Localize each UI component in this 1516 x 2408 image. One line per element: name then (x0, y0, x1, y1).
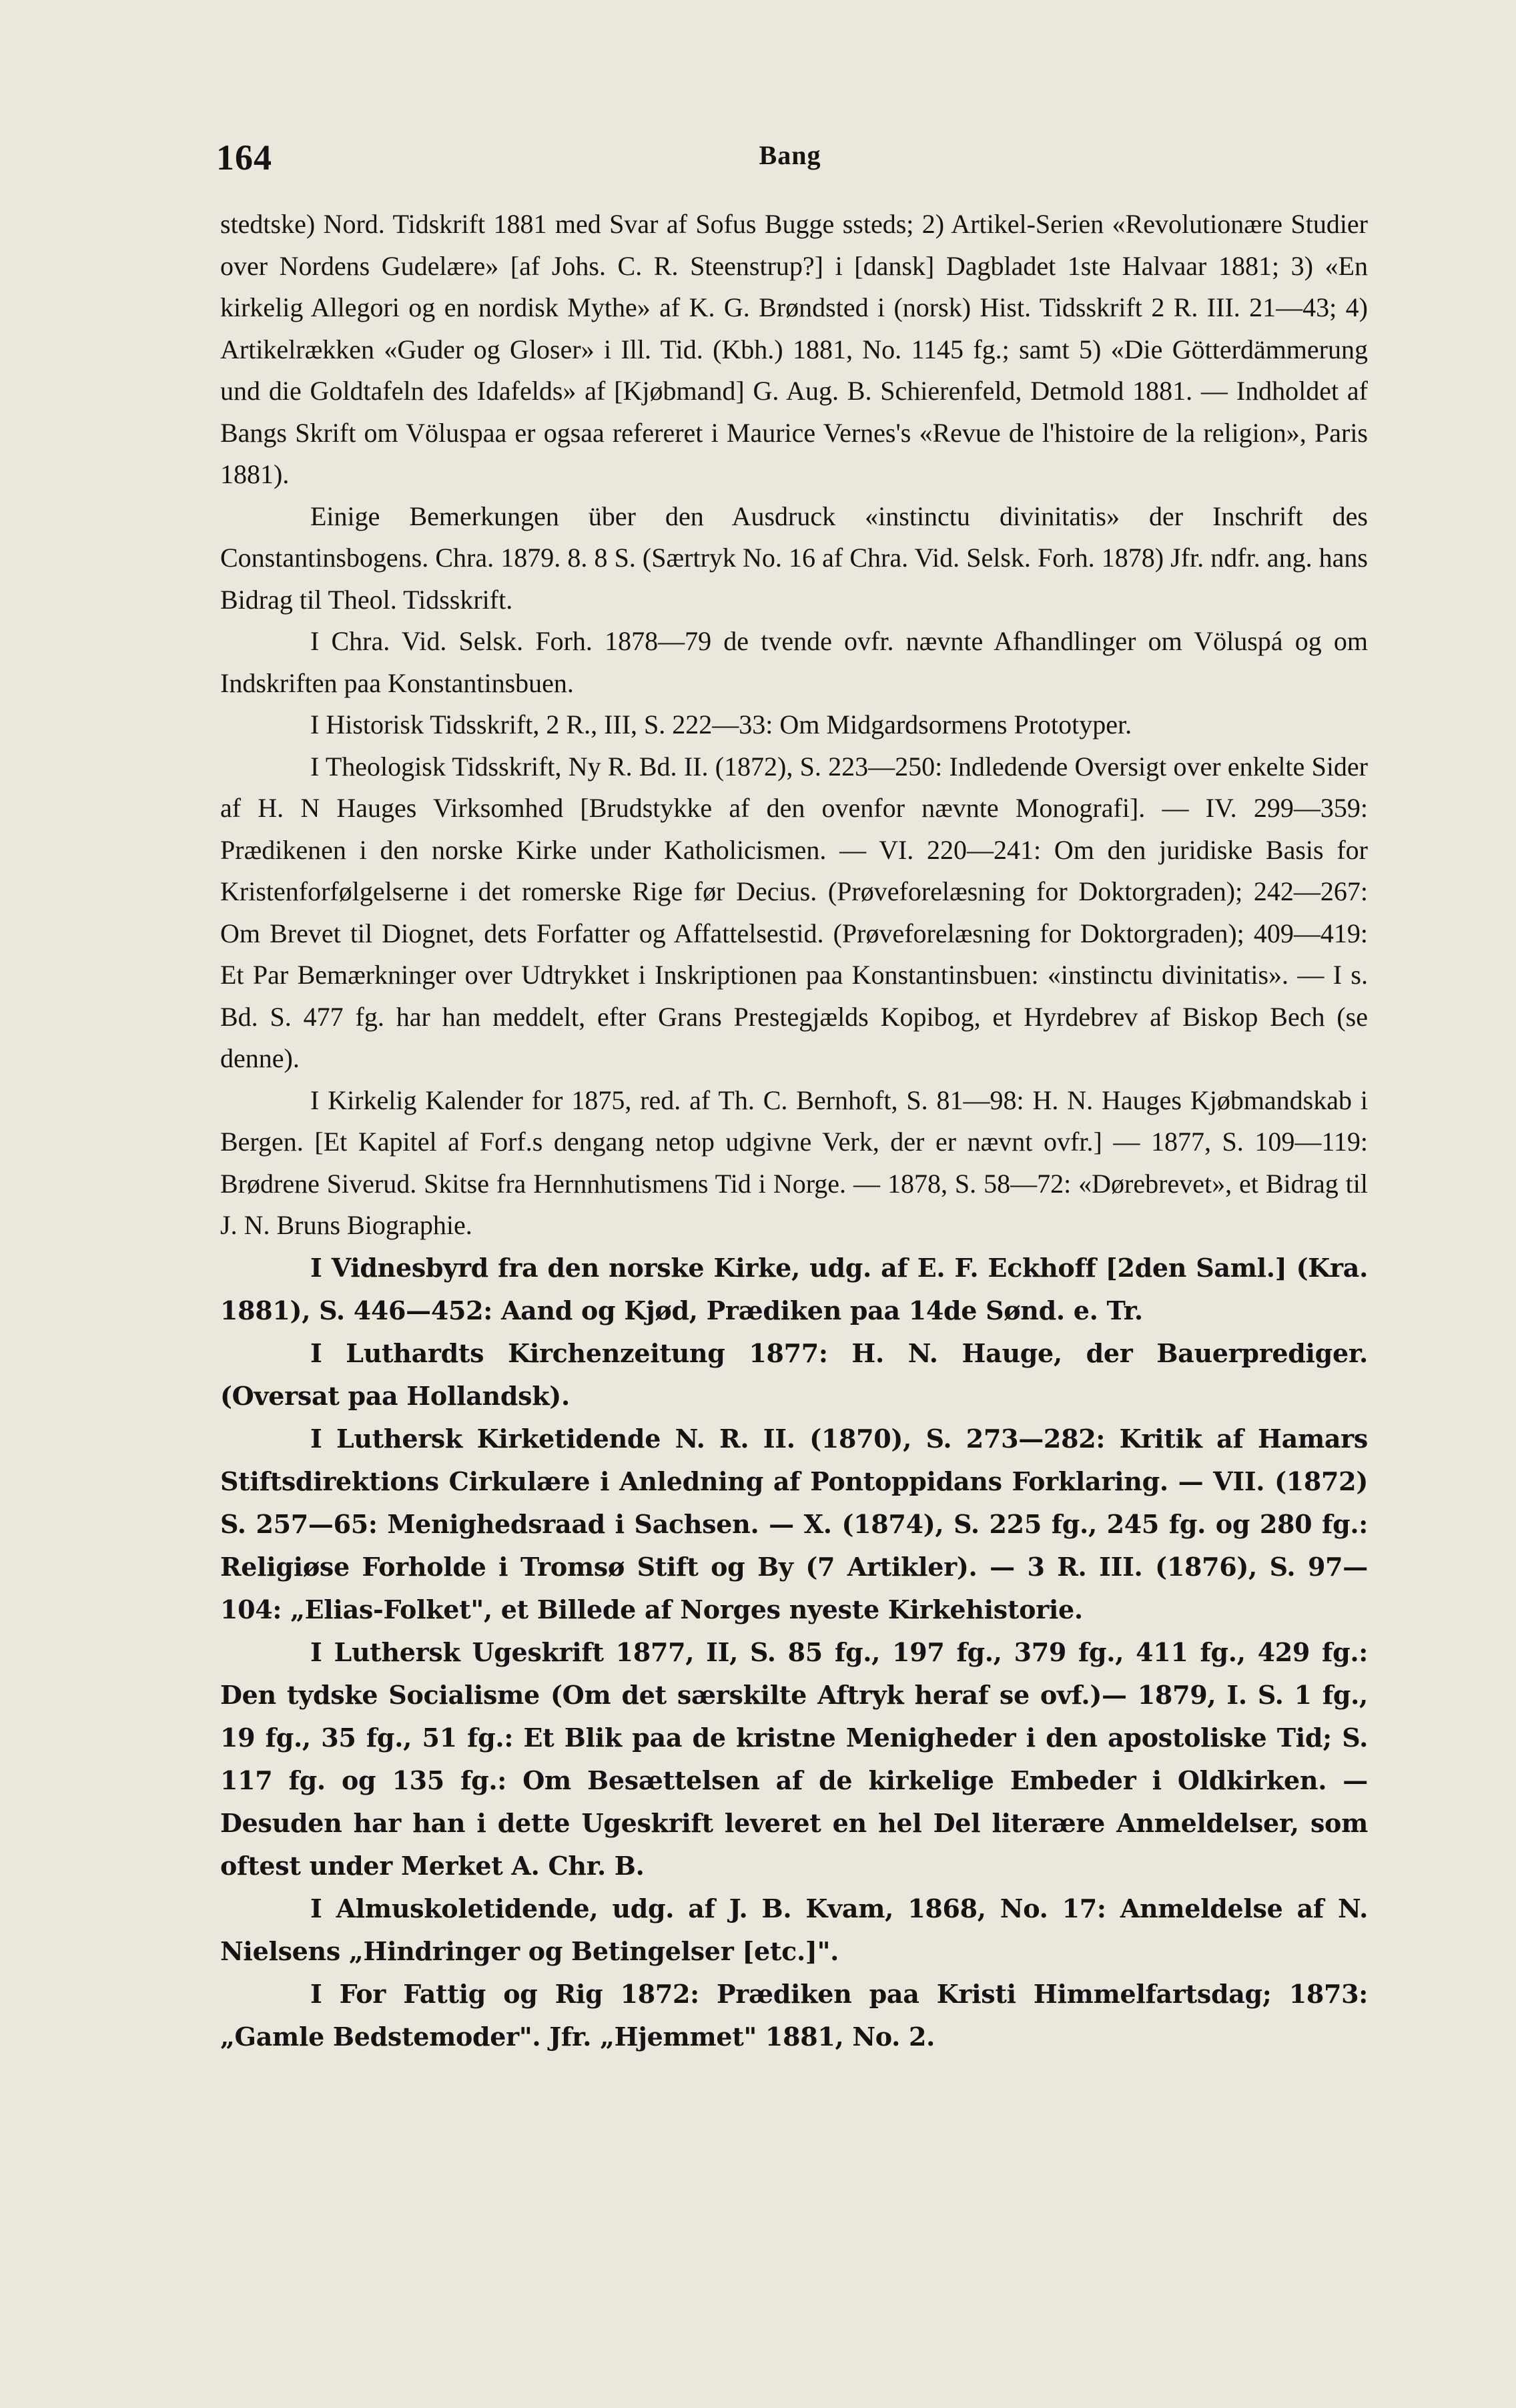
paragraph-almuskoletidende: I Almuskoletidende, udg. af J. B. Kvam, 1868, No. 17: Anmeldelse af N. Nielsens „Hindringer og Betingelser [etc.]". (220, 1893, 1368, 1966)
paragraph-kirkelig-kalender: I Kirkelig Kalender for 1875, red. af Th. C. Bernhoft, S. 81—98: H. N. Hauges Kjøbmandskab i Bergen. [Et Kapitel af Forf.s dengang netop udgivne Verk, der er nævnt ovfr.] — 1877, S. 109—119: Brødrene Siverud. Skitse fra Hernnhutismens Tid i Norge. — 1878, S. 58—72: «Dørebrevet», et Bidrag til J. N. Bruns Biographie. (220, 1085, 1368, 1240)
paragraph-continuation: stedtske) Nord. Tidskrift 1881 med Svar af Sofus Bugge ssteds; 2) Artikel-Serien «Revolutionære Studier over Nordens Gudelære» [af Johs. C. R. Steenstrup?] i [dansk] Dagbladet 1ste Halvaar 1881; 3) «En kirkelig Allegori og en nordisk Mythe» af K. G. Brøndsted i (norsk) Hist. Tidsskrift 2 R. III. 21—43; 4) Artikelrækken «Guder og Gloser» i Ill. Tid. (Kbh.) 1881, No. 1145 fg.; samt 5) «Die Götterdämmerung und die Goldtafeln des Idafelds» af [Kjøbmand] G. Aug. B. Schierenfeld, Detmold 1881. — Indholdet af Bangs Skrift om Völuspaa er ogsaa refereret i Maurice Vernes's «Revue de l'histoire de la religion», Paris 1881). (220, 209, 1368, 489)
page-body (220, 204, 1368, 2058)
paragraph-historisk-tidsskrift: I Historisk Tidsskrift, 2 R., III, S. 222—33: Om Midgardsormens Prototyper. (310, 709, 1132, 739)
paragraph-chra-vid-selsk: I Chra. Vid. Selsk. Forh. 1878—79 de tvende ovfr. nævnte Afhandlinger om Völuspá og om Indskriften paa Konstantinsbuen. (220, 626, 1368, 698)
paragraph-theologisk-tidsskrift: I Theologisk Tidsskrift, Ny R. Bd. II. (1872), S. 223—250: Indledende Oversigt over enkelte Sider af H. N Hauges Virksomhed [Brudstykke af den ovenfor nævnte Monografi]. — IV. 299—359: Prædikenen i den norske Kirke under Katholicismen. — VI. 220—241: Om den juridiske Basis for Kristenforfølgelserne i det romerske Rige før Decius. (Prøveforelæsning for Doktorgraden); 242—267: Om Brevet til Diognet, dets Forfatter og Affattelsestid. (Prøveforelæsning for Doktorgraden); 409—419: Et Par Bemærkninger over Udtrykket i Inskriptionen paa Konstantinsbuen: «instinctu divinitatis». — I s. Bd. S. 477 fg. har han meddelt, efter Grans Prestegjælds Kopibog, et Hyrdebrev af Biskop Bech (se denne). (220, 751, 1368, 1073)
paragraph-luthardts-kirchenzeitung: I Luthardts Kirchenzeitung 1877: H. N. Hauge, der Bauerprediger. (Oversat paa Hollandsk). (220, 1337, 1368, 1411)
paragraph-luthersk-ugeskrift: I Luthersk Ugeskrift 1877, II, S. 85 fg., 197 fg., 379 fg., 411 fg., 429 fg.: Den tydske Socialisme (Om det særskilte Aftryk heraf se ovf.)— 1879, I. S. 1 fg., 19 fg., 35 fg., 51 fg.: Et Blik paa de kristne Menigheder i den apostoliske Tid; S. 117 fg. og 135 fg.: Om Besættelsen af de kirkelige Embeder i Oldkirken. — Desuden har han i dette Ugeskrift leveret en hel Del literære Anmeldelser, som oftest under Merket A. Chr. B. (220, 1636, 1368, 1881)
paragraph-einige-bemerkungen: Einige Bemerkungen über den Ausdruck «instinctu divinitatis» der Inschrift des Constantinsbogens. Chra. 1879. 8. 8 S. (Særtryk No. 16 af Chra. Vid. Selsk. Forh. 1878) Jfr. ndfr. ang. hans Bidrag til Theol. Tidsskrift. (220, 501, 1368, 615)
paragraph-for-fattig-og-rig: I For Fattig og Rig 1872: Prædiken paa Kristi Himmelfartsdag; 1873: „Gamle Bedstemoder". Jfr. „Hjemmet" 1881, No. 2. (220, 1978, 1368, 2052)
paragraph-luthersk-kirketidende: I Luthersk Kirketidende N. R. II. (1870), S. 273—282: Kritik af Hamars Stiftsdirektions Cirkulære i Anledning af Pontoppidans Forklaring. — VII. (1872) S. 257—65: Menighedsraad i Sachsen. — X. (1874), S. 225 fg., 245 fg. og 280 fg.: Religiøse Forholde i Tromsø Stift og By (7 Artikler). — 3 R. III. (1876), S. 97—104: „Elias-Folket", et Billede af Norges nyeste Kirkehistorie. (220, 1423, 1368, 1624)
page-header (216, 137, 1364, 190)
page-number: 164 (216, 137, 272, 178)
paragraph-vidnesbyrd: I Vidnesbyrd fra den norske Kirke, udg. af E. F. Eckhoff [2den Saml.] (Kra. 1881), S. 446—452: Aand og Kjød, Prædiken paa 14de Sønd. e. Tr. (220, 1252, 1368, 1325)
running-head: Bang (759, 140, 821, 170)
